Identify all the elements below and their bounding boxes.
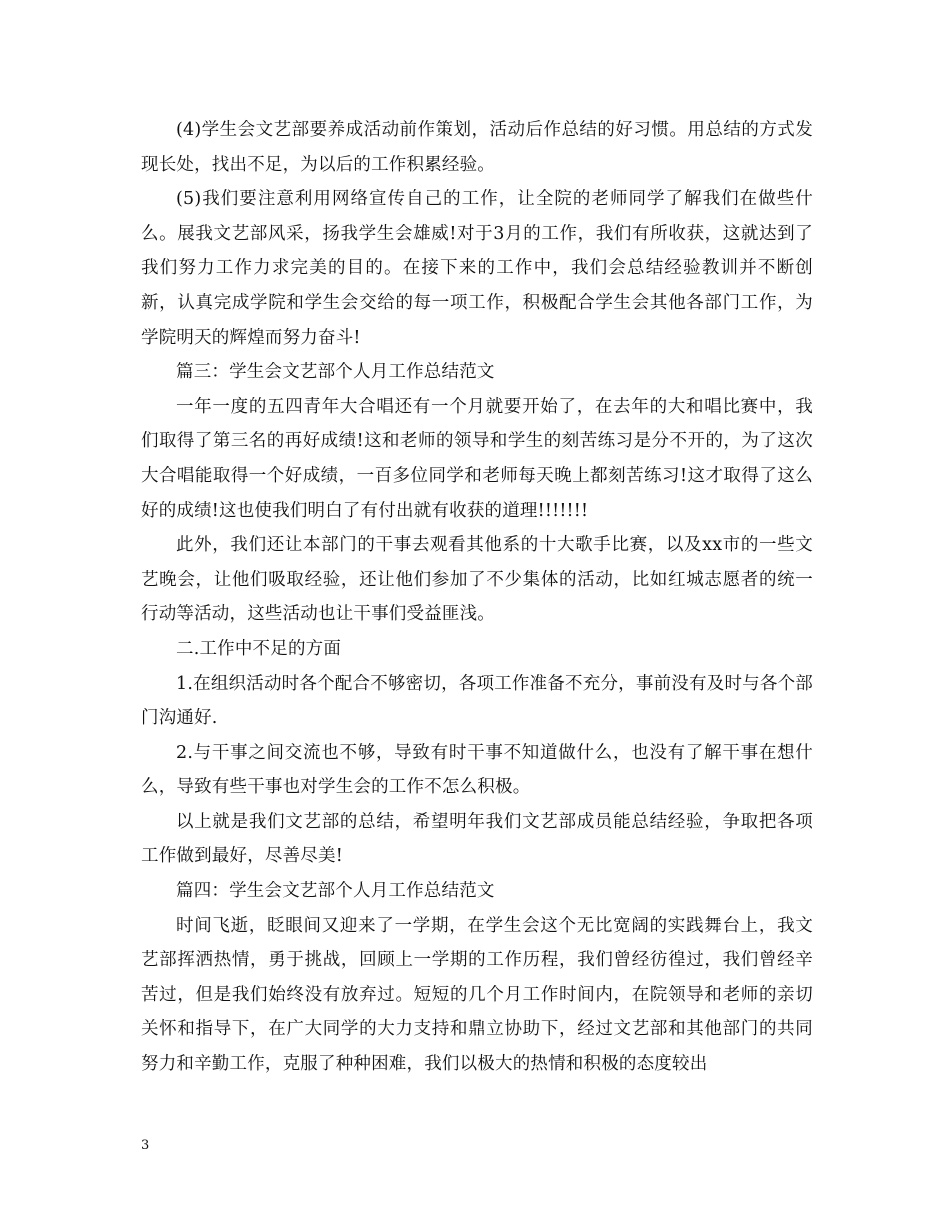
shortcoming-item-2: 2.与干事之间交流也不够，导致有时干事不知道做什么，也没有了解干事在想什么，导致有些干事也对学生会的工作不怎么积极。: [141, 742, 813, 798]
paragraph-semester-review: 时间飞逝，眨眼间又迎来了一学期，在学生会这个无比宽阔的实践舞台上，我文艺部挥洒热情，勇于挑战，回顾上一学期的工作历程，我们曾经彷徨过，我们曾经辛苦过，但是我们始终没有放弃过。短短的几个月工作时间内，在院领导和老师的亲切关怀和指导下，在广大同学的大力支持和鼎立协助下，经过文艺部和其他部门的共同努力和辛勤工作，克服了种种困难，我们以极大的热情和积极的态度较出: [141, 915, 813, 1075]
section-heading-shortcomings: 二.工作中不足的方面: [176, 638, 342, 659]
section-heading-part-four: 篇四：学生会文艺部个人月工作总结范文: [176, 881, 495, 902]
paragraph-other-activities: 此外，我们还让本部门的干事去观看其他系的十大歌手比赛，以及xx市的一些文艺晚会，让他们吸取经验，还让他们参加了不少集体的活动，比如红城志愿者的统一行动等活动，这些活动也让干事们受益匪浅。: [141, 535, 813, 625]
page-number: 3: [141, 1138, 150, 1153]
paragraph-item-5: (5)我们要注意利用网络宣传自己的工作，让全院的老师同学了解我们在做些什么。展我文艺部风采，扬我学生会雄威!对于3月的工作，我们有所收获，这就达到了我们努力工作力求完美的目的。在接下来的工作中，我们会总结经验教训并不断创新，认真完成学院和学生会交给的每一项工作，积极配合学生会其他各部门工作，为学院明天的辉煌而努力奋斗!: [141, 189, 813, 348]
shortcoming-item-1: 1.在组织活动时各个配合不够密切，各项工作准备不充分，事前没有及时与各个部门沟通好.: [141, 673, 813, 729]
paragraph-item-4: (4)学生会文艺部要养成活动前作策划，活动后作总结的好习惯。用总结的方式发现长处，找出不足，为以后的工作积累经验。: [141, 120, 813, 175]
paragraph-conclusion: 以上就是我们文艺部的总结，希望明年我们文艺部成员能总结经验，争取把各项工作做到最好，尽善尽美!: [141, 811, 813, 867]
paragraph-chorus: 一年一度的五四青年大合唱还有一个月就要开始了，在去年的大和唱比赛中，我们取得了第三名的再好成绩!这和老师的领导和学生的刻苦练习是分不开的，为了这次大合唱能取得一个好成绩，一百多位同学和老师每天晚上都刻苦练习!这才取得了这么好的成绩!这也使我们明白了有付出就有收获的道理!!!!!!!: [141, 396, 813, 521]
document-body: [141, 113, 813, 1082]
section-heading-part-three: 篇三：学生会文艺部个人月工作总结范文: [176, 362, 495, 383]
